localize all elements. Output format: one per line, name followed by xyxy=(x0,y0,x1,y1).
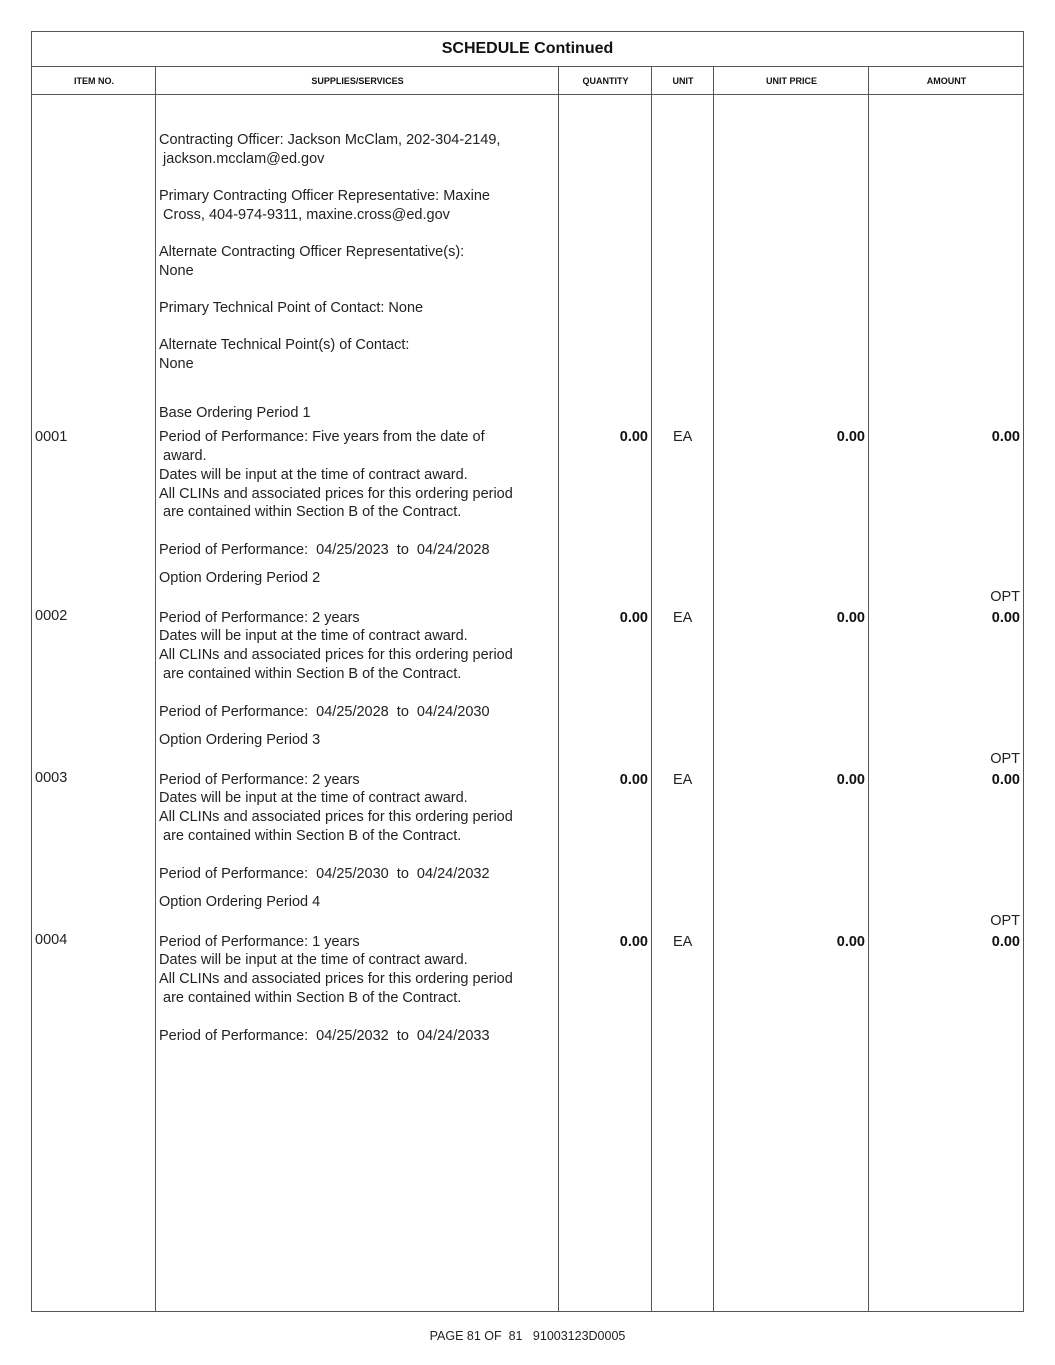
column-divider xyxy=(868,67,869,1311)
column-divider xyxy=(155,67,156,1311)
line-item-quantity: 0.00 xyxy=(619,429,648,445)
line-item-period: Period of Performance: 04/25/2028 to 04/24/2030 xyxy=(159,704,490,720)
line-item-unit-price: 0.00 xyxy=(836,429,865,445)
line-item-period: Period of Performance: 04/25/2030 to 04/24/2032 xyxy=(159,866,490,882)
line-item-amount: 0.00 xyxy=(991,610,1020,626)
primary-cor-contact: Cross, 404-974-9311, maxine.cross@ed.gov xyxy=(159,207,450,223)
line-item-description: All CLINs and associated prices for this ordering period xyxy=(159,971,513,987)
line-item-description: All CLINs and associated prices for this ordering period xyxy=(159,647,513,663)
line-item-description: Dates will be input at the time of contract award. xyxy=(159,952,468,968)
table-header-row xyxy=(32,67,1023,95)
line-item-description: are contained within Section B of the Contract. xyxy=(159,828,462,844)
line-item-number: 0003 xyxy=(35,770,68,786)
column-divider xyxy=(651,67,652,1311)
line-item-heading: Base Ordering Period 1 xyxy=(159,405,311,421)
line-item-description: Period of Performance: 2 years xyxy=(159,772,360,788)
line-item-quantity: 0.00 xyxy=(619,934,648,950)
page-footer: PAGE 81 OF 81 91003123D0005 xyxy=(429,1329,626,1343)
line-item-number: 0001 xyxy=(35,429,68,445)
line-item-amount: 0.00 xyxy=(991,934,1020,950)
line-item-quantity: 0.00 xyxy=(619,610,648,626)
line-item-description: Dates will be input at the time of contract award. xyxy=(159,790,468,806)
line-item-description: Dates will be input at the time of contract award. xyxy=(159,467,468,483)
contracting-officer: Contracting Officer: Jackson McClam, 202-304-2149, xyxy=(159,132,501,148)
primary-cor: Primary Contracting Officer Representative: Maxine xyxy=(159,188,490,204)
alternate-cor-value: None xyxy=(159,263,194,279)
line-item-description: All CLINs and associated prices for this ordering period xyxy=(159,809,513,825)
line-item-period: Period of Performance: 04/25/2032 to 04/24/2033 xyxy=(159,1028,490,1044)
line-item-option-flag: OPT xyxy=(990,913,1020,929)
header-amount: AMOUNT xyxy=(926,75,967,86)
line-item-unit-price: 0.00 xyxy=(836,934,865,950)
alternate-cor: Alternate Contracting Officer Representative(s): xyxy=(159,244,465,260)
line-item-period: Period of Performance: 04/25/2023 to 04/24/2028 xyxy=(159,542,490,558)
line-item-description: All CLINs and associated prices for this ordering period xyxy=(159,486,513,502)
header-unit-price: UNIT PRICE xyxy=(765,75,817,86)
line-item-unit: EA xyxy=(673,429,693,445)
column-divider xyxy=(558,67,559,1311)
line-item-description: Dates will be input at the time of contract award. xyxy=(159,628,468,644)
line-item-description: are contained within Section B of the Contract. xyxy=(159,666,462,682)
line-item-unit: EA xyxy=(673,934,693,950)
line-item-unit-price: 0.00 xyxy=(836,610,865,626)
alternate-technical-poc: Alternate Technical Point(s) of Contact: xyxy=(159,337,410,353)
alternate-technical-poc-value: None xyxy=(159,356,194,372)
header-unit: UNIT xyxy=(672,75,694,86)
line-item-amount: 0.00 xyxy=(991,429,1020,445)
header-quantity: QUANTITY xyxy=(582,75,629,86)
line-item-description: award. xyxy=(159,448,207,464)
schedule-title: SCHEDULE Continued xyxy=(32,32,1023,67)
line-item-number: 0002 xyxy=(35,608,68,624)
primary-technical-poc: Primary Technical Point of Contact: None xyxy=(159,300,424,316)
line-item-unit-price: 0.00 xyxy=(836,772,865,788)
header-item-no: ITEM NO. xyxy=(74,75,114,86)
line-item-description: Period of Performance: 1 years xyxy=(159,934,360,950)
column-divider xyxy=(713,67,714,1311)
line-item-quantity: 0.00 xyxy=(619,772,648,788)
line-item-description: are contained within Section B of the Contract. xyxy=(159,504,462,520)
line-item-unit: EA xyxy=(673,772,693,788)
line-item-description: Period of Performance: 2 years xyxy=(159,610,360,626)
line-item-unit: EA xyxy=(673,610,693,626)
line-item-number: 0004 xyxy=(35,932,68,948)
header-supplies-services: SUPPLIES/SERVICES xyxy=(311,75,404,86)
line-item-description: are contained within Section B of the Contract. xyxy=(159,990,462,1006)
line-item-heading: Option Ordering Period 2 xyxy=(159,570,321,586)
contracting-officer-email: jackson.mcclam@ed.gov xyxy=(159,151,325,167)
line-item-option-flag: OPT xyxy=(990,589,1020,605)
line-item-heading: Option Ordering Period 4 xyxy=(159,894,321,910)
line-item-option-flag: OPT xyxy=(990,751,1020,767)
line-item-description: Period of Performance: Five years from the date of xyxy=(159,429,485,445)
line-item-amount: 0.00 xyxy=(991,772,1020,788)
line-item-heading: Option Ordering Period 3 xyxy=(159,732,321,748)
